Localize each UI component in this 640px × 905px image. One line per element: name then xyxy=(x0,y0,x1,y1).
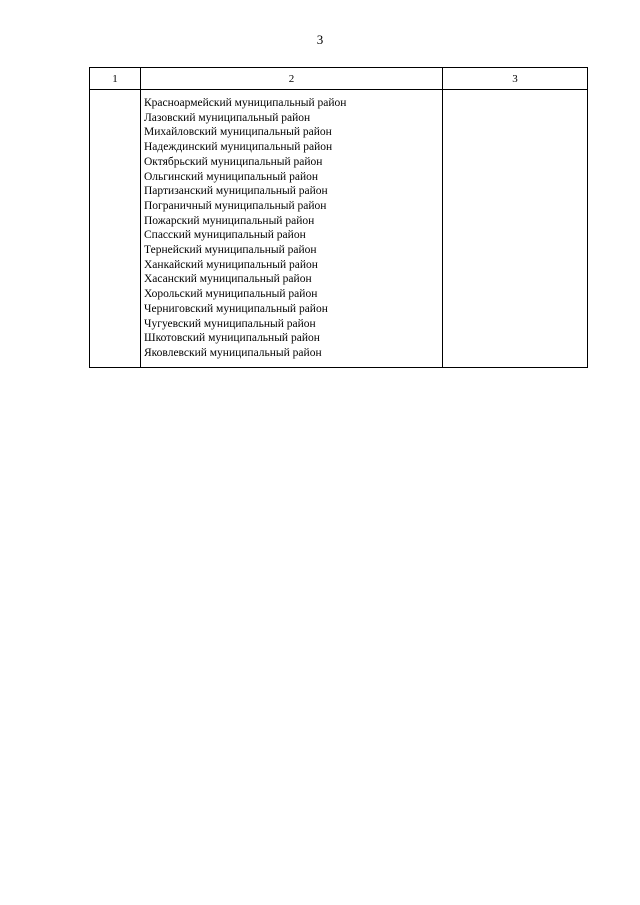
list-item: Лазовский муниципальный район xyxy=(144,111,311,124)
list-item: Партизанский муниципальный район xyxy=(144,185,328,198)
list-item: Октябрьский муниципальный район xyxy=(144,155,323,168)
table-cell-col2 xyxy=(141,90,443,368)
page-number: 3 xyxy=(316,32,324,47)
list-item: Пожарский муниципальный район xyxy=(144,214,315,227)
list-item: Красноармейский муниципальный район xyxy=(144,97,347,109)
table-header-row xyxy=(90,68,588,90)
table-header xyxy=(90,68,588,90)
list-item: Хасанский муниципальный район xyxy=(144,273,312,286)
list-item: Спасский муниципальный район xyxy=(144,229,306,242)
list-item: Черниговский муниципальный район xyxy=(144,302,328,315)
list-item: Михайловский муниципальный район xyxy=(144,126,332,139)
list-item: Ханкайский муниципальный район xyxy=(144,258,318,271)
table-cell-col1 xyxy=(90,90,141,368)
column-header-2: 2 xyxy=(141,68,443,90)
list-item: Ольгинский муниципальный район xyxy=(144,170,318,183)
list-item: Надеждинский муниципальный район xyxy=(144,141,333,154)
list-item: Чугуевский муниципальный район xyxy=(144,317,316,330)
list-item: Шкотовский муниципальный район xyxy=(144,332,320,345)
column-header-3: 3 xyxy=(443,68,588,90)
district-list xyxy=(141,90,442,367)
list-item: Пограничный муниципальный район xyxy=(144,199,327,212)
table-body xyxy=(90,90,588,368)
list-item: Яковлевский муниципальный район xyxy=(144,346,322,359)
table-cell-col3 xyxy=(443,90,588,368)
districts-table xyxy=(89,67,588,368)
list-item: Хорольский муниципальный район xyxy=(144,288,318,301)
table-row xyxy=(90,90,588,368)
list-item: Тернейский муниципальный район xyxy=(144,244,317,257)
column-header-1: 1 xyxy=(90,68,141,90)
